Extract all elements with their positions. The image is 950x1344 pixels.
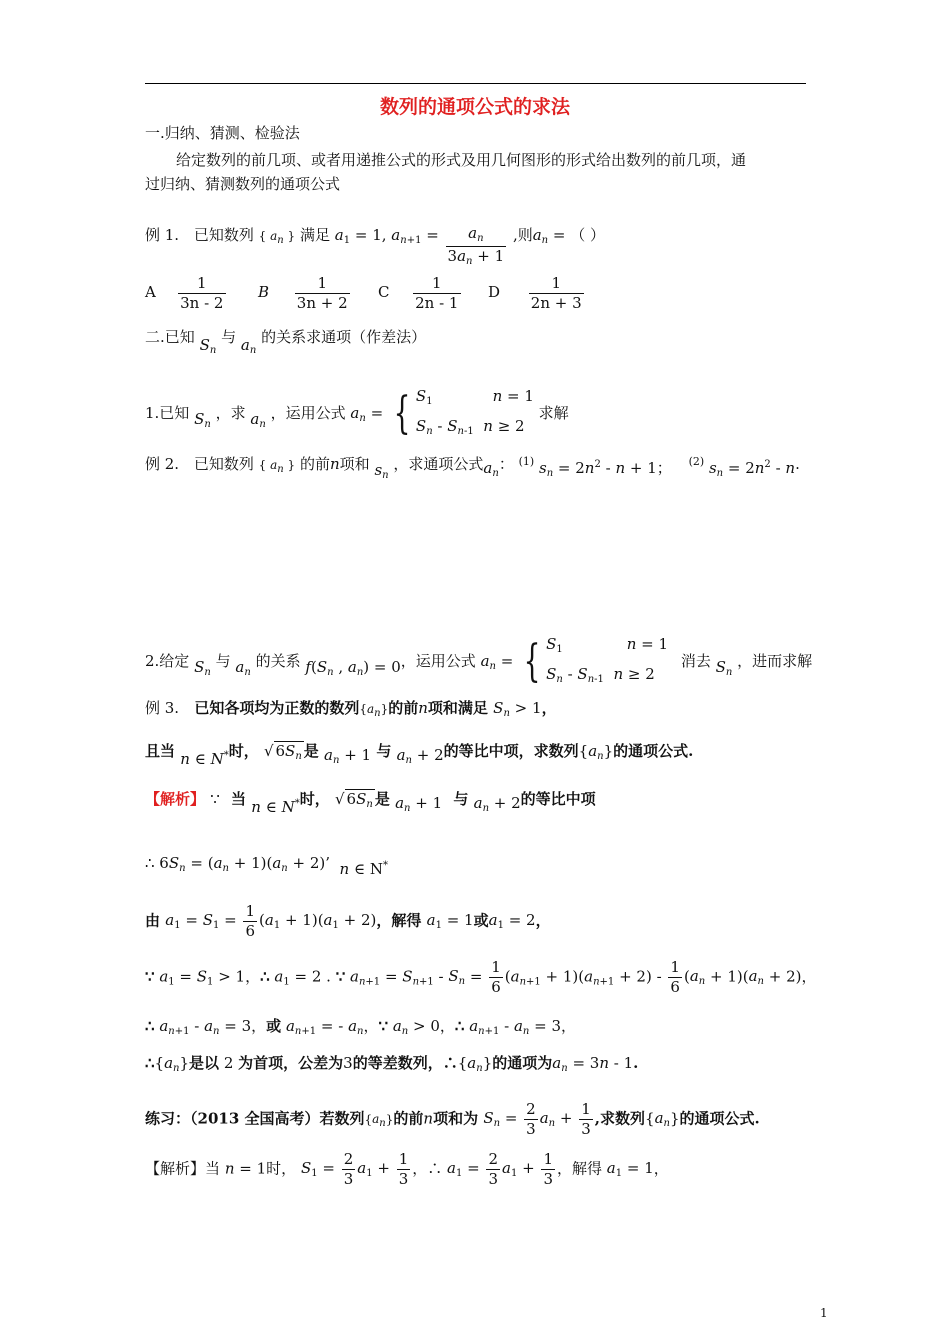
formula: $s_n = 2n^2 - n\cdot$ [708,459,800,479]
solution-3-line-6: $\therefore\{a_n\}$是以 2 为首项，公差为3的等差数列，$\therefore\{a_n\}$的通项为$a_n = 3n - 1$. [145,1054,639,1074]
formula: n [329,455,340,473]
formula: $\{a_n\}$ [359,702,389,719]
option-c: C $\frac{1}{2n - 1}$ [378,274,463,313]
example-1-label: 例 1. [145,226,180,244]
formula: $\{a_n\}$ [154,1054,190,1074]
formula: $S_n$ [715,658,733,678]
solution-3-line-2: ∴ $6S_n = (a_n + 1)(a_n + 2)$’ n ∈ N* [145,854,388,878]
option-b-fraction: $\frac{1}{3n + 2}$ [296,274,348,312]
formula: $S_n > 1$ [493,699,542,719]
formula: n [418,699,428,717]
example-3-line-1: 例 3. 已知各项均为正数的数列$\{a_n\}$的前n项和满足 $S_n > 1$， [145,699,557,719]
formula: $f(S_n$ , $a_n) = 0$ [305,658,401,678]
formula: $s_n$ [374,461,389,481]
formula: $S_n$ [199,336,217,356]
formula-fraction: $\frac{a_n}{3a_n + 1}$ [447,224,505,267]
formula: √ $6S_n$ [334,790,373,810]
formula: $a_n + 2$ [473,794,521,814]
option-a-fraction: $\frac{1}{3n - 2}$ [178,274,226,313]
page-title: 数列的通项公式的求法 [379,96,570,118]
formula: $a_n$ = [350,404,388,424]
header-rule [145,83,806,84]
practice: 练习：（2013 全国高考）若数列$\{a_n\}$的前n项和为 $S_n$ = $\frac{2}{3}$ $a_n$ + $\frac{1}{3}$ ,求数列$\{a_n\}$的通项公式. [145,1100,760,1138]
formula: n ∈ N* [180,750,229,768]
option-a: A $\frac{1}{3n - 2}$ [145,274,228,313]
formula: $a_n$ [250,410,266,430]
solution-3-line-3: 由 $a_1 = S_1$ = $\frac{1}{6}$ $(a_1 + 1)(a_1 + 2)$，解得 $a_1 = 1$或$a_1 = 2$， [145,902,551,940]
formula: { $a_n$ } [258,458,296,475]
formula: $a_1 = 1$ [426,911,474,932]
formula: $a_1 = 1$ [606,1159,654,1180]
formula: $\{a_n\}$ [645,1109,680,1130]
formula: $\{a_n\}$ [457,1054,493,1074]
formula: 2 [219,1054,239,1072]
brace-icon: { [523,636,541,687]
formula: $S_n$ [194,410,211,430]
formula: n [423,1109,434,1128]
section-2-heading: 二.已知 $S_n$ 与 $a_n$ 的关系求通项（作差法） [145,328,427,356]
solution-4: 【解析】当 n = 1时， $S_1$ = $\frac{2}{3}$ $a_1$ + $\frac{1}{3}$ ，∴ $a_1$ = $\frac{2}{3}$ $a_1$ + $\frac{1}{3}$ ，解得 $a_1 = 1$， [145,1150,669,1188]
formula: $a_n$ = [480,652,519,672]
formula: 3 [343,1054,353,1072]
option-b: B $\frac{1}{3n + 2}$ [258,274,348,312]
formula: $a_n$ [235,658,251,678]
formula: $S_1$ = $\frac{2}{3}$ $a_1$ + $\frac{1}{3}$ [300,1150,409,1188]
example-1: 例 1. 已知数列 { $a_n$ } 满足 $a_1 = 1$, $a_{n+1}$ = $\frac{a_n}{3a_n + 1}$ ,则$a_n$ = （ ） [145,224,606,267]
because-icon: ∵ [210,790,220,808]
option-d: D $\frac{1}{2n + 3}$ [488,274,582,312]
piecewise-formula: $S_1$ n = 1 $S_n - S_{n-1}$ n ≥ 2 [546,635,669,685]
page-number: 1 [820,1306,828,1320]
formula: $S_n$ [194,658,211,678]
example-2: 例 2. 已知数列 { $a_n$ } 的前n项和 $s_n$ ，求通项公式$a_n$： $^{(1)}$ $s_n = 2n^2 - n + 1$； $^{(2)}$ $s_n = 2n^2 - n\cdot$ [145,455,800,481]
formula: $a_n$ [483,459,499,479]
formula: $\{a_n\}$ [578,742,614,762]
solution-3-line-4: ∵ $a_1 = S_1 > 1$，∴ $a_1 = 2$ . ∵ $a_{n+1} = S_{n+1} - S_n$ = $\frac{1}{6}$ $(a_{n+1} + 1)(a_{n+1} + 2)$ - $\frac{1}{6}$ $(a_n + 1)(a_n + 2)$， [145,958,817,996]
method-1: 1.已知 $S_n$ ，求 $a_n$ ，运用公式 $a_n$ = { $S_1$ n = 1 $S_n - S_{n-1}$ n ≥ 2 求解 [145,384,569,444]
solution-3-line-5: ∴ $a_{n+1} - a_n = 3$，或 $a_{n+1}$ = - $a_n$，∵ $a_n > 0$，∴ $a_{n+1} - a_n = 3$， [145,1017,577,1037]
section-1-desc-2: 过归纳、猜测数列的通项公式 [145,175,341,193]
formula: $s_n = 2n^2 - n + 1$； [538,459,672,479]
formula: $a_n$ [240,336,257,356]
formula: $\{a_n\}$ [364,1112,394,1130]
formula: $a_1 = 1$, $a_{n+1}$ = [334,226,444,246]
formula: $a_n + 2$ [396,746,444,766]
formula: $a_1 = S_1$ = $\frac{1}{6}$ $(a_1 + 1)(a_1 + 2)$ [165,902,377,940]
formula: $a_n$ = [532,226,571,246]
formula: n ∈ N* [251,798,300,816]
formula: $a_n = 3n - 1$ [552,1054,634,1074]
example-3-line-2: 且当 n ∈ N*时， √ $6S_n$ 是 $a_n + 1$ 与 $a_n + 2$的等比中项，求数列$\{a_n\}$的通项公式. [145,742,694,768]
formula: { $a_n$ } [258,229,296,246]
option-d-fraction: $\frac{1}{2n + 3}$ [530,274,582,312]
method-2: 2.给定 $S_n$ 与 $a_n$ 的关系 $f(S_n$ , $a_n) = 0$，运用公式 $a_n$ = { $S_1$ n = 1 $S_n - S_{n-1}$ n ≥ 2 消去 $S_n$ ，进而求解 [145,632,812,692]
section-1-heading: 一.归纳、猜测、检验法 [145,124,300,142]
piecewise-formula: $S_1$ n = 1 $S_n - S_{n-1}$ n ≥ 2 [415,387,534,437]
option-c-fraction: $\frac{1}{2n - 1}$ [413,274,461,313]
formula: n = 1 [224,1159,267,1178]
solution-3-line-1: 【解析】 ∵ 当 n ∈ N*时， √ $6S_n$ 是 $a_n + 1$ 与 $a_n + 2$的等比中项 [145,790,596,816]
formula: √ $6S_n$ [263,742,302,762]
formula: $a_1$ = $\frac{2}{3}$ $a_1$ + $\frac{1}{3}$ [447,1150,553,1188]
brace-icon: { [393,388,411,439]
section-1-desc-1: 给定数列的前几项、或者用递推公式的形式及用几何图形的形式给出数列的前几项，通 [176,151,747,169]
formula: $a_1 = 2$ [488,911,536,932]
formula: $a_n + 1$ [395,794,443,814]
formula: $a_n + 1$ [324,746,372,766]
formula: $S_n$ = $\frac{2}{3}$ $a_n$ + $\frac{1}{3}$ [483,1100,591,1138]
